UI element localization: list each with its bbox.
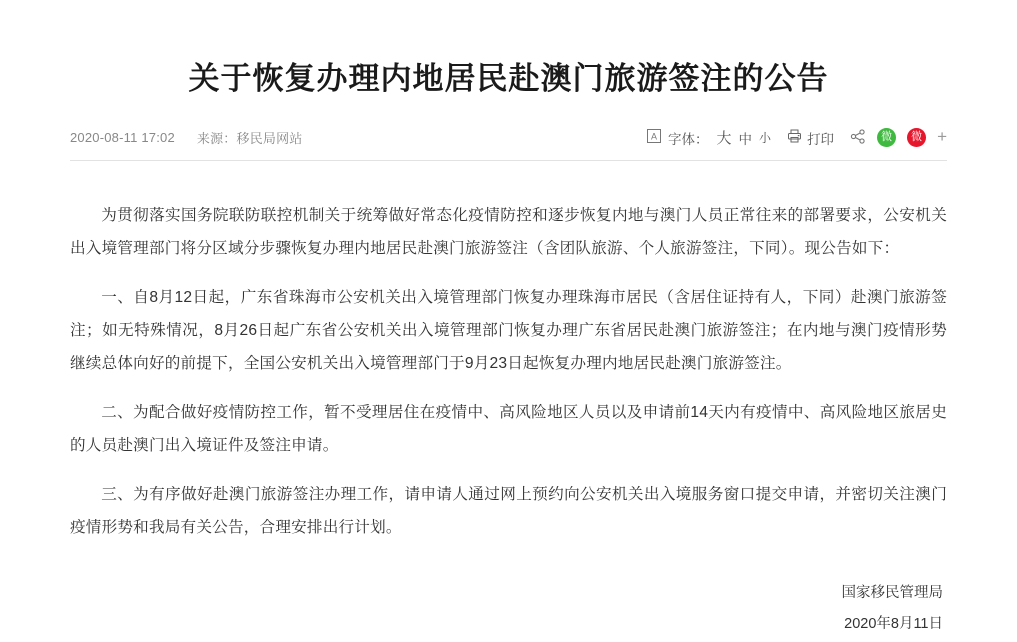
article-paragraph: 一、自8月12日起，广东省珠海市公安机关出入境管理部门恢复办理珠海市居民（含居住证持有人，下同）赴澳门旅游签注；如无特殊情况，8月26日起广东省公安机关出入境管理部门恢复办理广东省居民赴澳门旅游签注；在内地与澳门疫情形势继续总体向好的前提下，全国公安机关出入境管理部门于9月23日起恢复办理内地居民赴澳门旅游签注。 <box>70 289 947 373</box>
svg-text:A: A <box>651 131 658 142</box>
source-info <box>197 128 303 147</box>
article-body <box>70 199 947 544</box>
signature-date: 2020年8月11日 <box>844 615 943 632</box>
signature-organization: 国家移民管理局 <box>841 585 943 602</box>
wechat-icon[interactable]: 微 <box>877 128 896 147</box>
article-paragraph: 为贯彻落实国务院联防联控机制关于统筹做好常态化疫情防控和逐步恢复内地与澳门人员正常往来的部署要求，公安机关出入境管理部门将分区域分步骤恢复办理内地居民赴澳门旅游签注（含团队旅游、个人旅游签注，下同）。现公告如下： <box>70 207 947 258</box>
page-title: 关于恢复办理内地居民赴澳门旅游签注的公告 <box>188 60 829 96</box>
share-icon[interactable] <box>850 129 866 147</box>
font-size-label: 字体： <box>668 131 709 147</box>
article-paragraph: 二、为配合做好疫情防控工作，暂不受理居住在疫情中、高风险地区人员以及申请前14天内有疫情中、高风险地区旅居史的人员赴澳门出入境证件及签注申请。 <box>70 404 947 455</box>
font-size-icon <box>647 129 661 146</box>
print-label: 打印 <box>807 131 835 147</box>
print-button[interactable] <box>787 128 834 148</box>
font-size-control <box>647 127 771 148</box>
weibo-icon[interactable]: 微 <box>907 128 926 147</box>
meta-right-group <box>647 127 947 148</box>
source-name: 移民局网站 <box>236 131 303 147</box>
article-page <box>0 21 1017 642</box>
article-container <box>0 21 1017 640</box>
printer-icon <box>787 129 802 146</box>
article-paragraph: 三、为有序做好赴澳门旅游签注办理工作，请申请人通过网上预约向公安机关出入境服务窗口提交申请，并密切关注澳门疫情形势和我局有关公告，合理安排出行计划。 <box>70 486 947 537</box>
publish-date: 2020-08-11 17:02 <box>70 130 175 146</box>
article-meta-bar <box>70 127 947 161</box>
font-size-medium-button[interactable]: 中 <box>738 131 753 147</box>
plus-icon[interactable]: + <box>937 127 947 147</box>
share-group <box>850 128 947 147</box>
font-size-small-button[interactable]: 小 <box>759 131 772 146</box>
article-signature <box>70 578 947 639</box>
font-size-large-button[interactable]: 大 <box>716 130 732 148</box>
source-label: 来源： <box>196 131 237 147</box>
meta-left-group <box>70 128 303 147</box>
